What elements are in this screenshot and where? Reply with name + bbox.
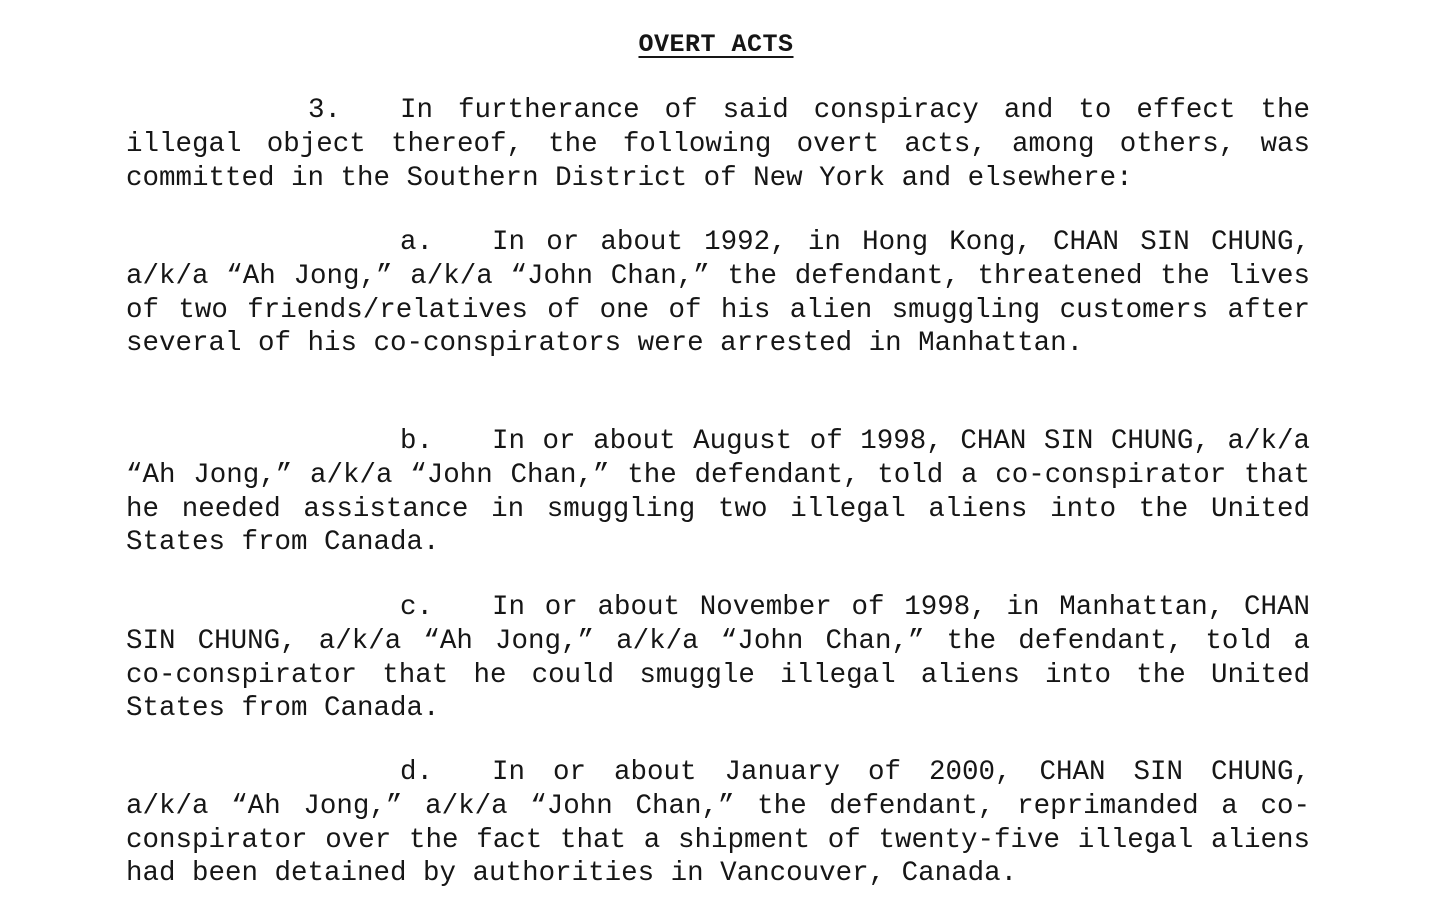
paragraph-3 bbox=[126, 94, 1310, 195]
overt-act-d bbox=[126, 756, 1310, 891]
overt-act-b bbox=[126, 425, 1310, 560]
overt-act-a bbox=[126, 226, 1310, 361]
overt-act-letter: b. bbox=[400, 426, 434, 457]
overt-act-text: In or about 1992, in Hong Kong, CHAN SIN CHUNG, a/k/a “Ah Jong,” a/k/a “John Chan,” the defendant, threatened the lives of two friends/relatives of one of his alien smuggling customers after several of his co-conspirators were arrested in Manhattan. bbox=[126, 227, 1310, 360]
paragraph-text: In furtherance of said conspiracy and to effect the illegal object thereof, the following overt acts, among others, was committed in the Southern District of New York and elsewhere: bbox=[126, 95, 1310, 194]
overt-act-c bbox=[126, 591, 1310, 726]
overt-act-letter: d. bbox=[400, 757, 434, 788]
paragraph-number: 3. bbox=[308, 95, 342, 126]
overt-act-letter: a. bbox=[400, 227, 434, 258]
overt-act-text: In or about November of 1998, in Manhattan, CHAN SIN CHUNG, a/k/a “Ah Jong,” a/k/a “John Chan,” the defendant, told a co-conspirator that he could smuggle illegal aliens into the United States from Canada. bbox=[126, 592, 1310, 725]
section-heading: OVERT ACTS bbox=[638, 30, 794, 59]
overt-act-text: In or about January of 2000, CHAN SIN CHUNG, a/k/a “Ah Jong,” a/k/a “John Chan,” the defendant, reprimanded a co-conspirator over the fact that a shipment of twenty-five illegal aliens had been detained by authorities in Vancouver, Canada. bbox=[126, 757, 1310, 890]
overt-act-letter: c. bbox=[400, 592, 434, 623]
overt-act-text: In or about August of 1998, CHAN SIN CHUNG, a/k/a “Ah Jong,” a/k/a “John Chan,” the defendant, told a co-conspirator that he needed assistance in smuggling two illegal aliens into the United States from Canada. bbox=[126, 426, 1310, 559]
